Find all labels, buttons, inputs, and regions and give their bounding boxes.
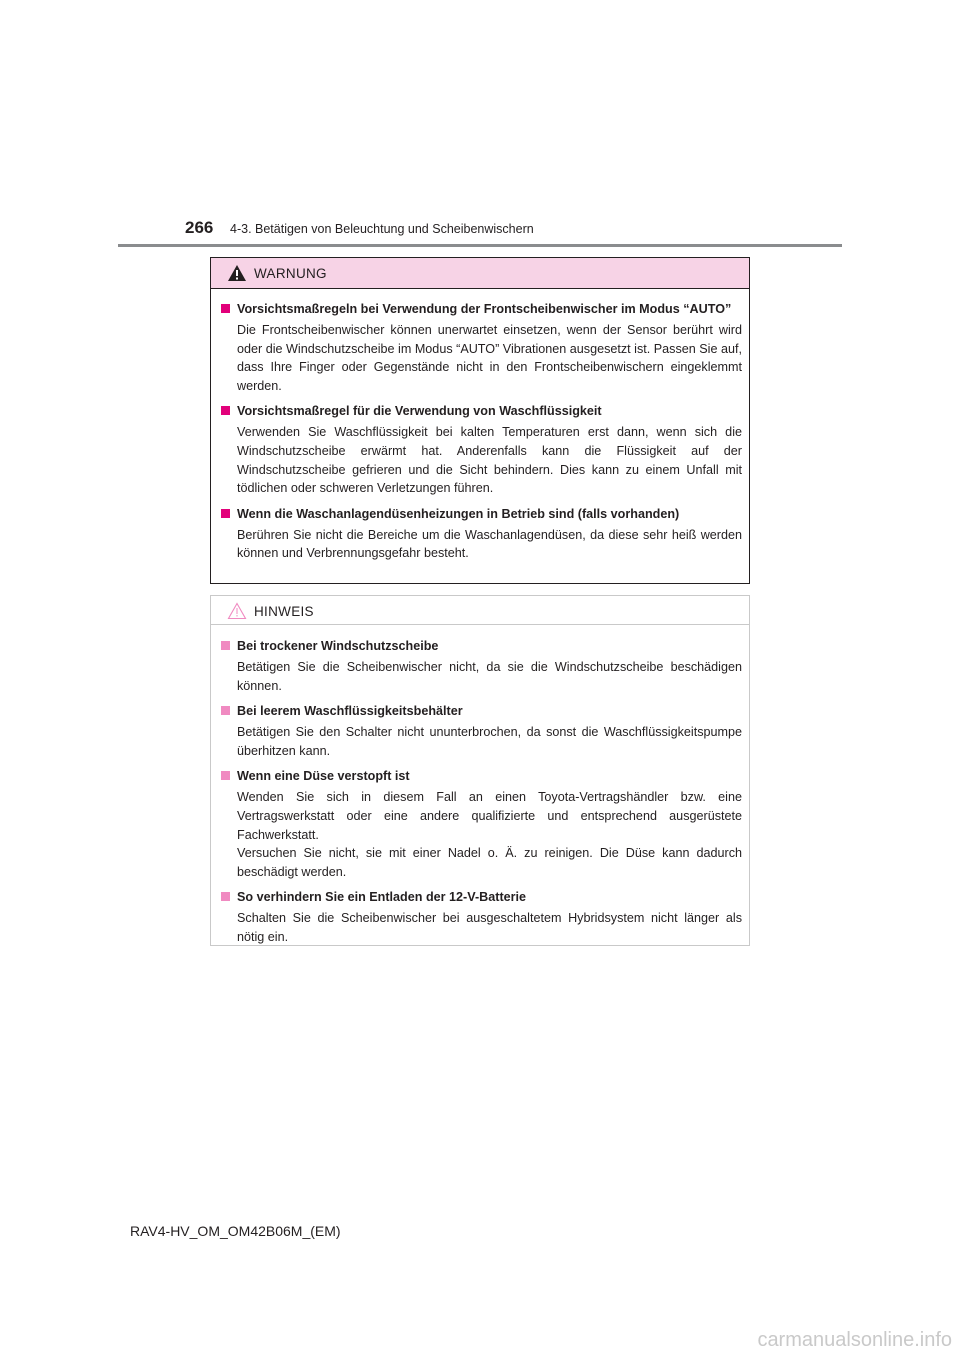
notice-header xyxy=(211,596,749,625)
warning-item-title: Vorsichtsmaßregel für die Verwendung von Waschflüssigkeit xyxy=(237,404,602,419)
notice-item xyxy=(219,888,742,946)
warning-item-title: Vorsichtsmaßregeln bei Verwendung der Frontscheibenwischer im Modus “AUTO” xyxy=(237,302,732,316)
notice-item-text: Wenden Sie sich in diesem Fall an einen Toyota-Vertragshändler bzw. eine Vertragswerkstatt oder eine andere qualifizierte und entsprechend ausgerüstete Fachwerkstatt. xyxy=(237,790,742,842)
notice-item-title: Bei leerem Waschflüssigkeitsbehälter xyxy=(237,704,463,719)
warning-label: WARNUNG xyxy=(254,266,327,281)
square-bullet-icon xyxy=(221,509,230,518)
watermark: carmanualsonline.info xyxy=(757,1329,952,1351)
header-rule xyxy=(118,244,842,247)
warning-header xyxy=(211,258,749,289)
notice-box xyxy=(210,595,750,946)
warning-item xyxy=(219,300,742,395)
square-bullet-icon xyxy=(221,706,230,715)
notice-item-text: Schalten Sie die Scheibenwischer bei ausgeschaltetem Hybridsystem nicht länger als nötig ein. xyxy=(237,911,742,944)
notice-item-text: Betätigen Sie die Scheibenwischer nicht, da sie die Windschutzscheibe beschädigen können. xyxy=(237,660,742,693)
notice-item-text: Versuchen Sie nicht, sie mit einer Nadel o. Ä. zu reinigen. Die Düse kann dadurch beschädigt werden. xyxy=(237,846,742,879)
notice-label: HINWEIS xyxy=(254,604,314,619)
notice-item xyxy=(219,767,742,881)
section-title: 4-3. Betätigen von Beleuchtung und Scheibenwischern xyxy=(230,222,534,236)
document-code: RAV4-HV_OM_OM42B06M_(EM) xyxy=(130,1223,341,1239)
page-number: 266 xyxy=(185,218,214,237)
notice-item xyxy=(219,637,742,695)
notice-item xyxy=(219,702,742,760)
square-bullet-icon xyxy=(221,771,230,780)
notice-item-title: So verhindern Sie ein Entladen der 12-V-Batterie xyxy=(237,890,527,905)
warning-item-text: Berühren Sie nicht die Bereiche um die Waschanlagendüsen, da diese sehr heiß werden können und Verbrennungsgefahr besteht. xyxy=(237,527,742,561)
warning-item-text: Die Frontscheibenwischer können unerwartet einsetzen, wenn der Sensor berührt wird oder die Windschutzscheibe im Modus “AUTO” Vibrationen ausgesetzt ist. Passen Sie auf, dass Ihre Finger oder Gegenstände nicht in den Frontscheibenwischern eingeklemmt werden. xyxy=(237,323,742,393)
warning-box xyxy=(210,257,750,584)
square-bullet-icon xyxy=(221,641,230,650)
notice-item-title: Bei trockener Windschutzscheibe xyxy=(237,639,439,653)
square-bullet-icon xyxy=(221,892,230,901)
caution-triangle-outline-icon xyxy=(227,602,247,620)
warning-item-text: Verwenden Sie Waschflüssigkeit bei kalten Temperaturen erst dann, wenn sich die Windschutzscheibe erwärmt hat. Anderenfalls kann die Flüssigkeit auf der Windschutzscheibe gefrieren und die Sicht behindern. Dies kann zu einem Unfall mit tödlichen oder schweren Verletzungen führen. xyxy=(237,425,742,496)
notice-item-text: Betätigen Sie den Schalter nicht ununterbrochen, da sonst die Waschflüssigkeitspumpe überhitzen kann. xyxy=(237,725,742,758)
square-bullet-icon xyxy=(221,406,230,415)
square-bullet-icon xyxy=(221,304,230,313)
warning-item xyxy=(219,505,742,563)
notice-item-title: Wenn eine Düse verstopft ist xyxy=(237,769,410,784)
warning-item xyxy=(219,402,742,497)
warning-item-title: Wenn die Waschanlagendüsenheizungen in Betrieb sind (falls vorhanden) xyxy=(237,506,680,521)
warning-triangle-icon xyxy=(227,264,247,282)
